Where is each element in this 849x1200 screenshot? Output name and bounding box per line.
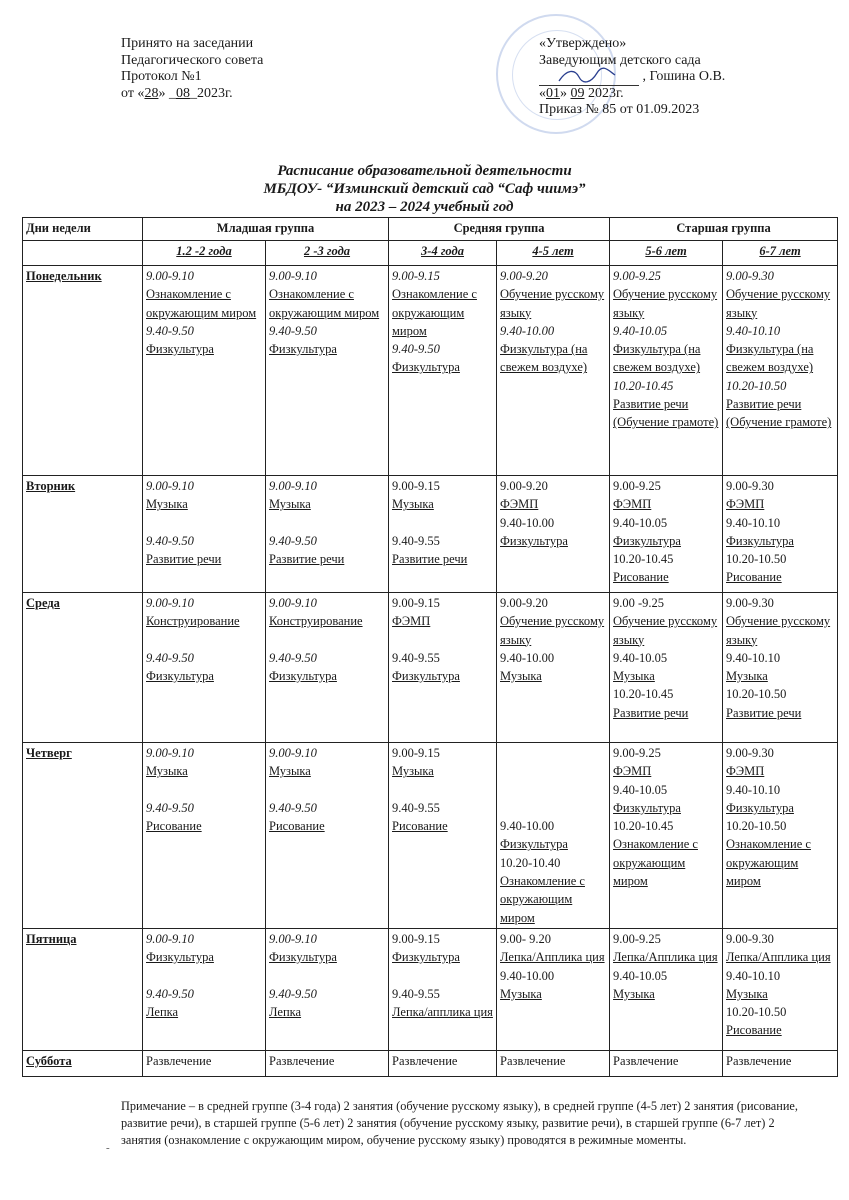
activity-name: Развитие речи: [726, 705, 802, 720]
activity-name: Физкультура: [146, 342, 214, 357]
time-slot: 9.00-9.10: [146, 269, 194, 283]
activity-name: Физкультура: [269, 669, 337, 684]
activity-name: Ознакомление с окружающим миром: [392, 287, 477, 338]
table-subheader-row: [23, 241, 838, 266]
time-slot: 9.40-10.10: [726, 323, 781, 338]
activity-name: Ознакомление с окружающим миром: [146, 287, 257, 320]
activity-name: Ознакомление с окружающим миром: [726, 837, 811, 889]
activity-name: Развлечение: [269, 1053, 335, 1068]
title-line: Расписание образовательной деятельности: [277, 163, 572, 179]
day-cell: Суббота: [23, 1050, 143, 1076]
activity-name: Музыка: [500, 986, 542, 1001]
time-slot: 9.00-9.30: [726, 931, 774, 946]
activity-name: Рисование: [613, 570, 669, 585]
schedule-cell: [389, 266, 497, 476]
order-line: Приказ № 85 от 01.09.2023: [539, 102, 700, 117]
activity-name: Развлечение: [726, 1053, 792, 1068]
subgroup-header: 2 -3 года: [266, 241, 389, 266]
day-cell: Четверг: [23, 743, 143, 929]
time-slot: 9.40-9.50: [269, 650, 317, 665]
activity-name: Лепка: [269, 1005, 302, 1020]
day-cell: Среда: [23, 593, 143, 743]
document-title: [0, 162, 849, 216]
activity-name: ФЭМП: [726, 764, 765, 779]
activity-name: Обучение русскому языку: [500, 614, 605, 647]
schedule-cell: [497, 266, 610, 476]
schedule-cell: [266, 266, 389, 476]
time-slot: 9.40-9.50: [269, 323, 317, 338]
time-slot: 10.20-10.50: [726, 378, 787, 393]
activity-name: Физкультура (на свежем воздухе): [726, 342, 814, 375]
subgroup-header: 6-7 лет: [723, 241, 838, 266]
schedule-table: [22, 217, 838, 1077]
header-left-line: Педагогического совета: [121, 52, 264, 68]
approver-position: Заведующим детского сада: [539, 52, 701, 68]
activity-name: Лепка/Апплика ция: [500, 950, 605, 965]
day-cell: Понедельник: [23, 266, 143, 476]
activity-name: Физкультура: [392, 950, 460, 965]
activity-name: Музыка: [613, 986, 655, 1001]
activity-name: [392, 967, 493, 985]
activity-name: Физкультура: [269, 342, 337, 357]
activity-name: Обучение русскому языку: [726, 614, 831, 647]
time-slot: 9.00-9.20: [500, 596, 548, 610]
activity-name: Физкультура (на свежем воздухе): [500, 342, 588, 375]
time-slot: 10.20-10.50: [726, 819, 787, 834]
activity-name: Обучение русскому языку: [613, 287, 718, 320]
group-header: Средняя группа: [389, 218, 610, 241]
activity-name: Обучение русскому языку: [726, 287, 831, 320]
activity-name: [269, 514, 385, 532]
activity-name: Музыка: [726, 669, 768, 684]
approval-date: «01» 09 2023г.: [539, 85, 624, 101]
activity-name: Музыка: [613, 669, 655, 684]
table-row: [23, 928, 838, 1050]
schedule-cell: [610, 928, 723, 1050]
time-slot: 9.00-9.30: [726, 479, 774, 493]
time-slot: 9.40-9.55: [392, 533, 440, 548]
time-slot: 9.40-10.00: [500, 323, 555, 338]
time-slot: 9.00-9.30: [726, 269, 774, 283]
activity-name: Физкультура: [500, 533, 568, 548]
time-slot: 10.20-10.50: [726, 687, 787, 702]
activity-name: [392, 631, 493, 649]
time-slot: 9.00-9.25: [613, 931, 661, 946]
time-slot: 9.40-10.10: [726, 968, 781, 983]
time-slot: 9.40-9.50: [269, 986, 317, 1001]
schedule-cell: [266, 476, 389, 593]
schedule-cell: [266, 1050, 389, 1076]
time-slot: 9.40-9.50: [146, 986, 194, 1001]
time-slot: 9.40-9.50: [146, 323, 194, 338]
time-slot: 9.00-9.25: [613, 479, 661, 493]
signature-line: , Гошина О.В.: [539, 69, 725, 86]
schedule-cell: [389, 1050, 497, 1076]
time-slot: 9.00-9.10: [269, 596, 317, 610]
schedule-cell: [497, 476, 610, 593]
schedule-cell: [723, 266, 838, 476]
time-slot: 9.40-9.50: [392, 342, 440, 357]
time-slot: 9.40-10.10: [726, 515, 781, 530]
table-row: [23, 476, 838, 593]
time-slot: 9.00-9.10: [269, 931, 317, 946]
schedule-cell: [389, 476, 497, 593]
table-row: [23, 1050, 838, 1076]
time-slot: 9.00-9.15: [392, 269, 440, 283]
activity-name: Развлечение: [146, 1053, 212, 1068]
schedule-cell: [143, 1050, 266, 1076]
activity-name: [392, 514, 493, 532]
activity-name: Лепка/Апплика ция: [613, 950, 718, 965]
activity-name: Развитие речи: [146, 552, 222, 567]
table-header-row: [23, 218, 838, 241]
activity-name: Ознакомление с окружающим миром: [269, 287, 380, 320]
activity-name: ФЭМП: [726, 497, 765, 512]
activity-name: Физкультура: [726, 533, 794, 548]
time-slot: 9.00-9.10: [269, 746, 317, 760]
activity-name: Ознакомление с окружающим миром: [613, 837, 698, 889]
time-slot: 9.40-10.05: [613, 515, 668, 530]
time-slot: 9.40-9.50: [146, 650, 194, 665]
time-slot: 9.00- 9.20: [500, 931, 552, 946]
group-header: Младшая группа: [143, 218, 389, 241]
activity-name: [146, 514, 262, 532]
activity-name: Лепка: [146, 1005, 179, 1020]
activity-name: ФЭМП: [500, 497, 539, 512]
time-slot: 9.00-9.30: [726, 746, 774, 760]
time-slot: 10.20-10.45: [613, 378, 674, 393]
subgroup-header: 3-4 года: [389, 241, 497, 266]
time-slot: 9.00-9.10: [146, 746, 194, 760]
schedule-cell: [497, 743, 610, 929]
activity-name: Музыка: [146, 497, 188, 512]
time-slot: 9.00-9.15: [392, 479, 440, 493]
activity-name: Физкультура: [269, 950, 337, 965]
time-slot: 9.40-10.05: [613, 650, 668, 665]
schedule-cell: [266, 743, 389, 929]
time-slot: 9.00-9.10: [146, 479, 194, 493]
activity-name: Рисование: [146, 819, 202, 834]
time-slot: 9.40-10.00: [500, 968, 555, 983]
schedule-cell: [497, 1050, 610, 1076]
schedule-cell: [389, 928, 497, 1050]
time-slot: 9.40-9.50: [269, 800, 317, 815]
header-left-line: Протокол №1: [121, 69, 202, 84]
activity-name: [500, 781, 606, 799]
activity-name: ФЭМП: [613, 497, 652, 512]
header-left-line: Принято на заседании: [121, 36, 254, 51]
activity-name: Физкультура: [392, 360, 460, 375]
time-slot: 9.40-9.55: [392, 800, 440, 815]
subgroup-header: 1.2 -2 года: [143, 241, 266, 266]
activity-name: ФЭМП: [392, 614, 431, 629]
time-slot: 9.00-9.10: [269, 269, 317, 283]
activity-name: Физкультура: [146, 950, 214, 965]
col-days-header: Дни недели: [23, 218, 143, 241]
time-slot: 9.00-9.10: [269, 479, 317, 493]
activity-name: Лепка/Апплика ция: [726, 950, 831, 965]
time-slot: 10.20-10.50: [726, 1005, 787, 1020]
time-slot: 9.00-9.30: [726, 596, 774, 610]
activity-name: Ознакомление с окружающим миром: [500, 874, 585, 925]
schedule-cell: [266, 593, 389, 743]
activity-name: ФЭМП: [613, 764, 652, 779]
activity-name: Музыка: [726, 986, 768, 1001]
time-slot: 9.40-10.05: [613, 323, 668, 338]
activity-name: Физкультура: [726, 800, 794, 815]
activity-name: Музыка: [392, 497, 434, 512]
activity-name: Музыка: [146, 764, 188, 779]
time-slot: 9.40-9.50: [146, 533, 194, 548]
activity-name: Музыка: [500, 669, 542, 684]
subgroup-header: 4-5 лет: [497, 241, 610, 266]
schedule-cell: [723, 1050, 838, 1076]
activity-name: [269, 781, 385, 799]
activity-name: [146, 781, 262, 799]
time-slot: 9.00-9.10: [146, 596, 194, 610]
time-slot: 9.00-9.15: [392, 931, 440, 946]
schedule-cell: [723, 476, 838, 593]
empty-cell: [23, 241, 143, 266]
time-slot: 9.40-9.50: [146, 800, 194, 815]
activity-name: [392, 781, 493, 799]
time-slot: 10.20-10.45: [613, 819, 674, 834]
header-left: [121, 36, 263, 102]
activity-name: Рисование: [392, 819, 448, 834]
time-slot: 9.40-10.10: [726, 782, 781, 797]
activity-name: Развитие речи: [269, 552, 345, 567]
time-slot: 10.20-10.45: [613, 687, 674, 702]
table-body: [23, 266, 838, 1077]
time-slot: 9.00-9.25: [613, 746, 661, 760]
activity-name: Рисование: [726, 1023, 782, 1038]
activity-name: Развитие речи: [392, 552, 468, 567]
activity-name: [269, 967, 385, 985]
time-slot: 10.20-10.50: [726, 552, 787, 567]
activity-name: Развлечение: [613, 1053, 679, 1068]
time-slot: 10.20-10.40: [500, 855, 561, 870]
schedule-cell: [389, 593, 497, 743]
schedule-cell: [723, 928, 838, 1050]
activity-name: Физкультура: [500, 837, 568, 852]
activity-name: Физкультура: [146, 669, 214, 684]
activity-name: Развитие речи (Обучение грамоте): [613, 397, 719, 430]
activity-name: Рисование: [269, 819, 325, 834]
schedule-cell: [610, 476, 723, 593]
day-cell: Пятница: [23, 928, 143, 1050]
activity-name: Физкультура: [613, 533, 681, 548]
schedule-cell: [143, 266, 266, 476]
activity-name: Развлечение: [392, 1053, 458, 1068]
activity-name: Развитие речи (Обучение грамоте): [726, 397, 832, 430]
time-slot: 9.00-9.10: [146, 931, 194, 946]
activity-name: Музыка: [269, 497, 311, 512]
activity-name: Развлечение: [500, 1053, 566, 1068]
time-slot: 9.00-9.15: [392, 596, 440, 610]
bullet-mark: -: [106, 1142, 110, 1154]
time-slot: 9.40-10.00: [500, 515, 555, 530]
schedule-cell: [610, 1050, 723, 1076]
activity-name: Физкультура (на свежем воздухе): [613, 342, 701, 375]
time-slot: 9.40-10.05: [613, 782, 668, 797]
group-header: Старшая группа: [610, 218, 838, 241]
schedule-cell: [723, 593, 838, 743]
schedule-cell: [143, 593, 266, 743]
activity-name: Обучение русскому языку: [613, 614, 718, 647]
activity-name: Музыка: [269, 764, 311, 779]
time-slot: 9.40-10.00: [500, 650, 555, 665]
time-slot: 9.40-9.55: [392, 650, 440, 665]
activity-name: Конструирование: [146, 614, 240, 629]
table-row: [23, 593, 838, 743]
time-slot: 9.00-9.15: [392, 746, 440, 760]
activity-name: [269, 631, 385, 649]
signer-name: Гошина О.В.: [649, 69, 726, 84]
activity-name: Рисование: [726, 570, 782, 585]
schedule-cell: [497, 593, 610, 743]
time-slot: 9.00-9.25: [613, 269, 661, 283]
approved-label: «Утверждено»: [539, 36, 627, 51]
table-row: [23, 266, 838, 476]
schedule-cell: [610, 593, 723, 743]
activity-name: [146, 631, 262, 649]
activity-name: Конструирование: [269, 614, 363, 629]
activity-name: Музыка: [392, 764, 434, 779]
time-slot: 10.20-10.45: [613, 552, 674, 567]
schedule-cell: [610, 266, 723, 476]
title-line: МБДОУ- “Изминский детский сад “Саф чиимэ”: [263, 181, 586, 197]
schedule-cell: [723, 743, 838, 929]
activity-name: [500, 744, 606, 762]
time-slot: 9.40-10.00: [500, 819, 555, 834]
schedule-cell: [143, 743, 266, 929]
time-slot: 9.40-9.50: [269, 533, 317, 548]
schedule-cell: [143, 928, 266, 1050]
time-slot: 9.00 -9.25: [613, 596, 665, 610]
schedule-cell: [610, 743, 723, 929]
time-slot: 9.40-9.55: [392, 986, 440, 1001]
time-slot: 9.00-9.20: [500, 269, 548, 283]
activity-name: Развитие речи: [613, 705, 689, 720]
day-cell: Вторник: [23, 476, 143, 593]
time-slot: 9.00-9.20: [500, 479, 548, 493]
header-right: [539, 36, 725, 119]
subgroup-header: 5-6 лет: [610, 241, 723, 266]
header-left-date: от «28» _08_2023г.: [121, 85, 233, 101]
activity-name: [500, 762, 606, 780]
signature: [539, 73, 639, 86]
footnote: Примечание – в средней группе (3-4 года) 2 занятия (обучение русскому языку), в средней группе (4-5 лет) 2 занятия (рисование, развитие речи), в старшей группе (5-6 лет) 2 занятия (обучение русскому языку, развитие речи), в старшей группе (6-7 лет) 2 занятия (ознакомление с окружающим миром, обучение русскому языку) проводятся в режимные моменты.: [121, 1099, 798, 1147]
table-row: [23, 743, 838, 929]
activity-name: [500, 799, 606, 817]
time-slot: 9.40-10.10: [726, 650, 781, 665]
activity-name: [146, 967, 262, 985]
schedule-cell: [497, 928, 610, 1050]
activity-name: Лепка/апплика ция: [392, 1005, 493, 1020]
schedule-cell: [389, 743, 497, 929]
activity-name: Физкультура: [392, 669, 460, 684]
activity-name: Обучение русскому языку: [500, 287, 605, 320]
time-slot: 9.40-10.05: [613, 968, 668, 983]
schedule-cell: [143, 476, 266, 593]
activity-name: Физкультура: [613, 800, 681, 815]
schedule-cell: [266, 928, 389, 1050]
title-line: на 2023 – 2024 учебный год: [335, 199, 514, 215]
